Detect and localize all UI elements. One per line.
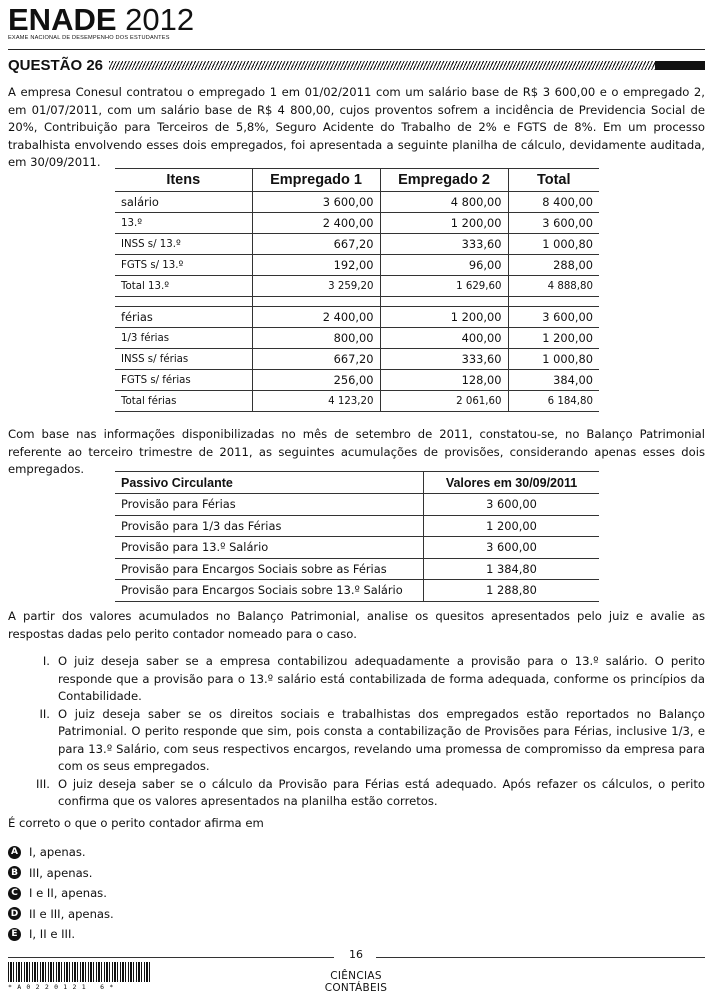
- spacer-row: [115, 297, 599, 307]
- option-text: I e II, apenas.: [29, 886, 107, 901]
- statements-list: [8, 653, 705, 811]
- provision-value: 1 200,00: [424, 515, 600, 537]
- option-letter-badge: E: [8, 928, 21, 941]
- header-divider: [8, 49, 705, 50]
- option-d[interactable]: [8, 904, 114, 925]
- provision-value: 3 600,00: [424, 537, 600, 559]
- table-row: [115, 276, 599, 297]
- table-row: [115, 349, 599, 370]
- value-cell: 6 184,80: [508, 391, 599, 412]
- footer-line-right: [376, 957, 705, 958]
- header-passivo: Passivo Circulante: [115, 472, 424, 494]
- item-label: férias: [115, 307, 252, 328]
- value-cell: 192,00: [252, 255, 380, 276]
- value-cell: 2 400,00: [252, 213, 380, 234]
- value-cell: 3 259,20: [252, 276, 380, 297]
- value-cell: 384,00: [508, 370, 599, 391]
- value-cell: 667,20: [252, 349, 380, 370]
- statement-item: [8, 653, 705, 706]
- option-b[interactable]: [8, 863, 114, 884]
- value-cell: 8 400,00: [508, 192, 599, 213]
- value-cell: 4 800,00: [380, 192, 508, 213]
- value-cell: 3 600,00: [508, 307, 599, 328]
- option-letter-badge: B: [8, 866, 21, 879]
- provision-label: Provisão para Encargos Sociais sobre 13.º Salário: [115, 580, 424, 602]
- option-letter-badge: D: [8, 907, 21, 920]
- provision-label: Provisão para 1/3 das Férias: [115, 515, 424, 537]
- table-row: [115, 192, 599, 213]
- item-label: INSS s/ 13.º: [115, 234, 252, 255]
- page-number: 16: [349, 948, 363, 961]
- table-row: [115, 370, 599, 391]
- option-text: I, II e III.: [29, 927, 76, 942]
- statement-number: I.: [42, 654, 50, 668]
- logo-subtitle: EXAME NACIONAL DE DESEMPENHO DOS ESTUDANTES: [8, 35, 170, 41]
- value-cell: 1 200,00: [508, 328, 599, 349]
- statement-text: O juiz deseja saber se o cálculo da Provisão para Férias está adequado. Após refazer os cálculos, o perito confirma que os valores apresentados na planilha estão corretos.: [58, 776, 705, 808]
- footer-line-left: [8, 957, 334, 958]
- header-empregado-2: Empregado 2: [380, 169, 508, 192]
- header-itens: Itens: [115, 169, 252, 192]
- table-row: [115, 213, 599, 234]
- statement-number: II.: [39, 706, 50, 721]
- option-text: III, apenas.: [29, 865, 93, 880]
- provision-value: 1 384,80: [424, 558, 600, 580]
- table-row: [115, 494, 599, 516]
- question-title: QUESTÃO 26: [8, 56, 104, 74]
- question-header: [8, 57, 705, 73]
- table-row: [115, 307, 599, 328]
- analysis-paragraph: A partir dos valores acumulados no Balanço Patrimonial, analise os quesitos apresentados pelo juiz e avalie as respostas dadas pelo perito contador nomeado para o caso.: [8, 609, 705, 641]
- calculation-table: [115, 168, 599, 412]
- value-cell: 333,60: [380, 234, 508, 255]
- header-total: Total: [508, 169, 599, 192]
- course-name: CIÊNCIAS CONTÁBEIS: [324, 970, 388, 994]
- header-empregado-1: Empregado 1: [252, 169, 380, 192]
- table-row: [115, 515, 599, 537]
- question-stripe-end: [655, 61, 705, 70]
- logo-year: 2012: [125, 2, 195, 37]
- value-cell: 667,20: [252, 234, 380, 255]
- value-cell: 800,00: [252, 328, 380, 349]
- option-letter-badge: C: [8, 887, 21, 900]
- table-row: [115, 580, 599, 602]
- logo-main-text: ENADE: [8, 2, 117, 37]
- option-text: II e III, apenas.: [29, 906, 114, 921]
- value-cell: 256,00: [252, 370, 380, 391]
- value-cell: 3 600,00: [252, 192, 380, 213]
- table-row: [115, 328, 599, 349]
- statement-text: O juiz deseja saber se a empresa contabilizou adequadamente a provisão para o 13.º salário. O perito responde que a provisão para o 13.º salário está contabilizada de forma adequada, conforme os princípios da Contabilidade.: [58, 654, 705, 703]
- item-label: salário: [115, 192, 252, 213]
- value-cell: 1 000,80: [508, 234, 599, 255]
- item-label: Total 13.º: [115, 276, 252, 297]
- item-label: FGTS s/ 13.º: [115, 255, 252, 276]
- provision-label: Provisão para 13.º Salário: [115, 537, 424, 559]
- value-cell: 3 600,00: [508, 213, 599, 234]
- item-label: FGTS s/ férias: [115, 370, 252, 391]
- question-prompt: É correto o que o perito contador afirma em: [8, 816, 264, 830]
- value-cell: 1 200,00: [380, 307, 508, 328]
- value-cell: 1 629,60: [380, 276, 508, 297]
- table-row: [115, 234, 599, 255]
- header-valores: Valores em 30/09/2011: [424, 472, 600, 494]
- value-cell: 128,00: [380, 370, 508, 391]
- item-label: 13.º: [115, 213, 252, 234]
- provision-label: Provisão para Encargos Sociais sobre as Férias: [115, 558, 424, 580]
- enade-logo: [8, 2, 195, 41]
- value-cell: 2 061,60: [380, 391, 508, 412]
- provision-value: 3 600,00: [424, 494, 600, 516]
- item-label: INSS s/ férias: [115, 349, 252, 370]
- option-e[interactable]: [8, 924, 114, 945]
- value-cell: 2 400,00: [252, 307, 380, 328]
- barcode: [8, 962, 150, 982]
- value-cell: 4 123,20: [252, 391, 380, 412]
- statement-number: III.: [36, 776, 50, 791]
- provisions-table: [115, 471, 599, 602]
- option-text: I, apenas.: [29, 845, 86, 860]
- option-letter-badge: A: [8, 846, 21, 859]
- balance-paragraph: Com base nas informações disponibilizadas no mês de setembro de 2011, constatou-se, no Balanço Patrimonial referente ao terceiro trimestre de 2011, as seguintes acumulações de provisões, considerando apenas esses dois empregados.: [8, 427, 705, 476]
- answer-options: [8, 842, 114, 945]
- item-label: Total férias: [115, 391, 252, 412]
- item-label: 1/3 férias: [115, 328, 252, 349]
- table-row: [115, 537, 599, 559]
- statement-item: [8, 706, 705, 776]
- question-stripe: [109, 61, 655, 70]
- value-cell: 400,00: [380, 328, 508, 349]
- value-cell: 96,00: [380, 255, 508, 276]
- intro-paragraph: A empresa Conesul contratou o empregado 1 em 01/02/2011 com um salário base de R$ 3 600,00 e o empregado 2, em 01/07/2011, com um salário base de R$ 4 800,00, cujos proventos sofrem a incidência de Previdencia Social de 20%, Contribuição para Terceiros de 5,8%, Seguro Acidente do Trabalho de 2% e FGTS de 8%. Em um processo trabalhista envolvendo esses dois empregados, foi apresentada a seguinte planilha de cálculo, devidamente auditada, em 30/09/2011.: [8, 85, 705, 169]
- option-c[interactable]: [8, 883, 114, 904]
- table-row: [115, 391, 599, 412]
- provision-label: Provisão para Férias: [115, 494, 424, 516]
- statement-text: O juiz deseja saber se os direitos sociais e trabalhistas dos empregados estão reportados no Balanço Patrimonial. O perito responde que sim, pois consta a contabilização de Provisões para Férias, inclusive 1/3, e para 13.º Salário, com seus respectivos encargos, revelando uma promessa de compromisso da empresa para com os seus empregados.: [58, 706, 705, 773]
- value-cell: 333,60: [380, 349, 508, 370]
- option-a[interactable]: [8, 842, 114, 863]
- value-cell: 288,00: [508, 255, 599, 276]
- value-cell: 1 200,00: [380, 213, 508, 234]
- table-row: [115, 558, 599, 580]
- barcode-text: *A0220121 6*: [8, 983, 119, 991]
- statement-item: [8, 776, 705, 811]
- provision-value: 1 288,80: [424, 580, 600, 602]
- table-row: [115, 255, 599, 276]
- value-cell: 1 000,80: [508, 349, 599, 370]
- value-cell: 4 888,80: [508, 276, 599, 297]
